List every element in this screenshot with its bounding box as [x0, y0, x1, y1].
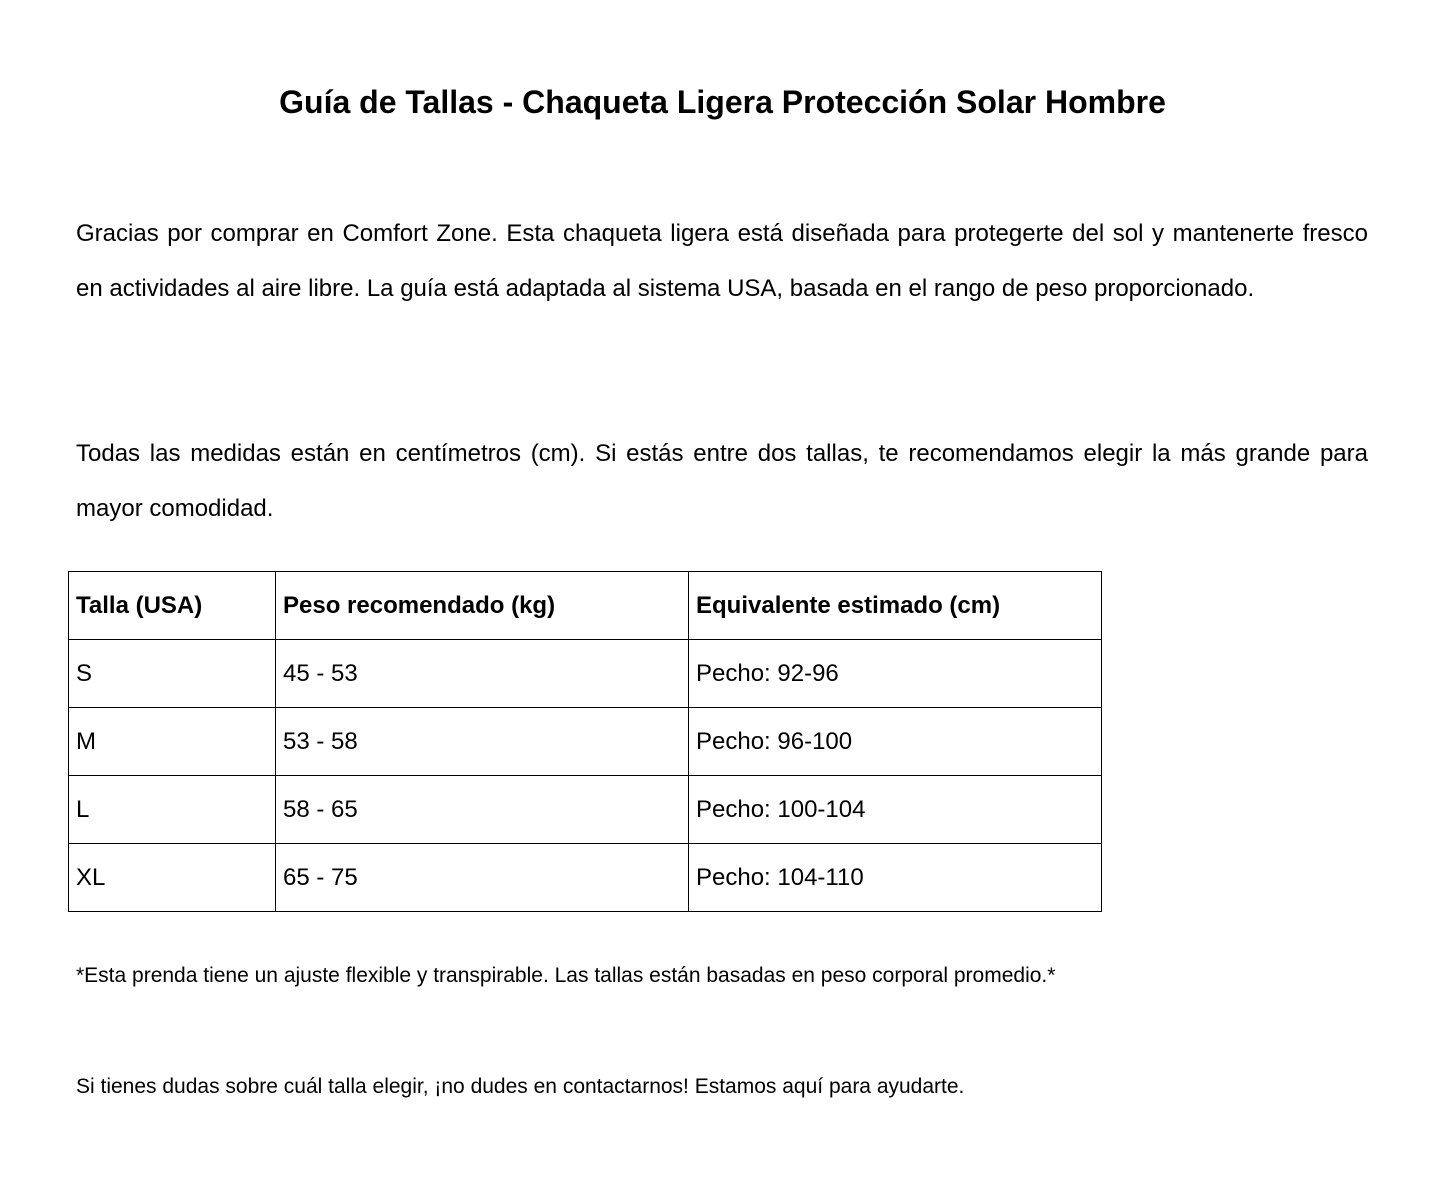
header-weight: Peso recomendado (kg) — [276, 572, 689, 640]
page-title: Guía de Tallas - Chaqueta Ligera Protección Solar Hombre — [279, 84, 1166, 120]
table-row — [69, 708, 1102, 776]
header-equivalent: Equivalente estimado (cm) — [689, 572, 1102, 640]
header-size: Talla (USA) — [69, 572, 276, 640]
cell-weight: 53 - 58 — [276, 708, 689, 776]
table-row — [69, 844, 1102, 912]
cell-equivalent: Pecho: 92-96 — [689, 640, 1102, 708]
cell-equivalent: Pecho: 104-110 — [689, 844, 1102, 912]
measurements-paragraph: Todas las medidas están en centímetros (cm). Si estás entre dos tallas, te recomendamos elegir la más grande para mayor comodidad. — [76, 440, 1368, 522]
size-table — [68, 571, 1102, 912]
cell-equivalent: Pecho: 96-100 — [689, 708, 1102, 776]
cell-size: S — [69, 640, 276, 708]
cell-size: L — [69, 776, 276, 844]
cell-weight: 65 - 75 — [276, 844, 689, 912]
cell-equivalent: Pecho: 100-104 — [689, 776, 1102, 844]
table-header-row — [69, 572, 1102, 640]
cell-size: M — [69, 708, 276, 776]
intro-paragraph: Gracias por comprar en Comfort Zone. Esta chaqueta ligera está diseñada para protegerte del sol y mantenerte fresco en actividades al aire libre. La guía está adaptada al sistema USA, basada en el rango de peso proporcionado. — [76, 220, 1368, 302]
table-row — [69, 776, 1102, 844]
cell-weight: 58 - 65 — [276, 776, 689, 844]
cell-size: XL — [69, 844, 276, 912]
fit-note: *Esta prenda tiene un ajuste flexible y transpirable. Las tallas están basadas en peso corporal promedio.* — [76, 964, 1056, 987]
table-row — [69, 640, 1102, 708]
cell-weight: 45 - 53 — [276, 640, 689, 708]
contact-note: Si tienes dudas sobre cuál talla elegir, ¡no dudes en contactarnos! Estamos aquí para ayudarte. — [76, 1075, 965, 1098]
